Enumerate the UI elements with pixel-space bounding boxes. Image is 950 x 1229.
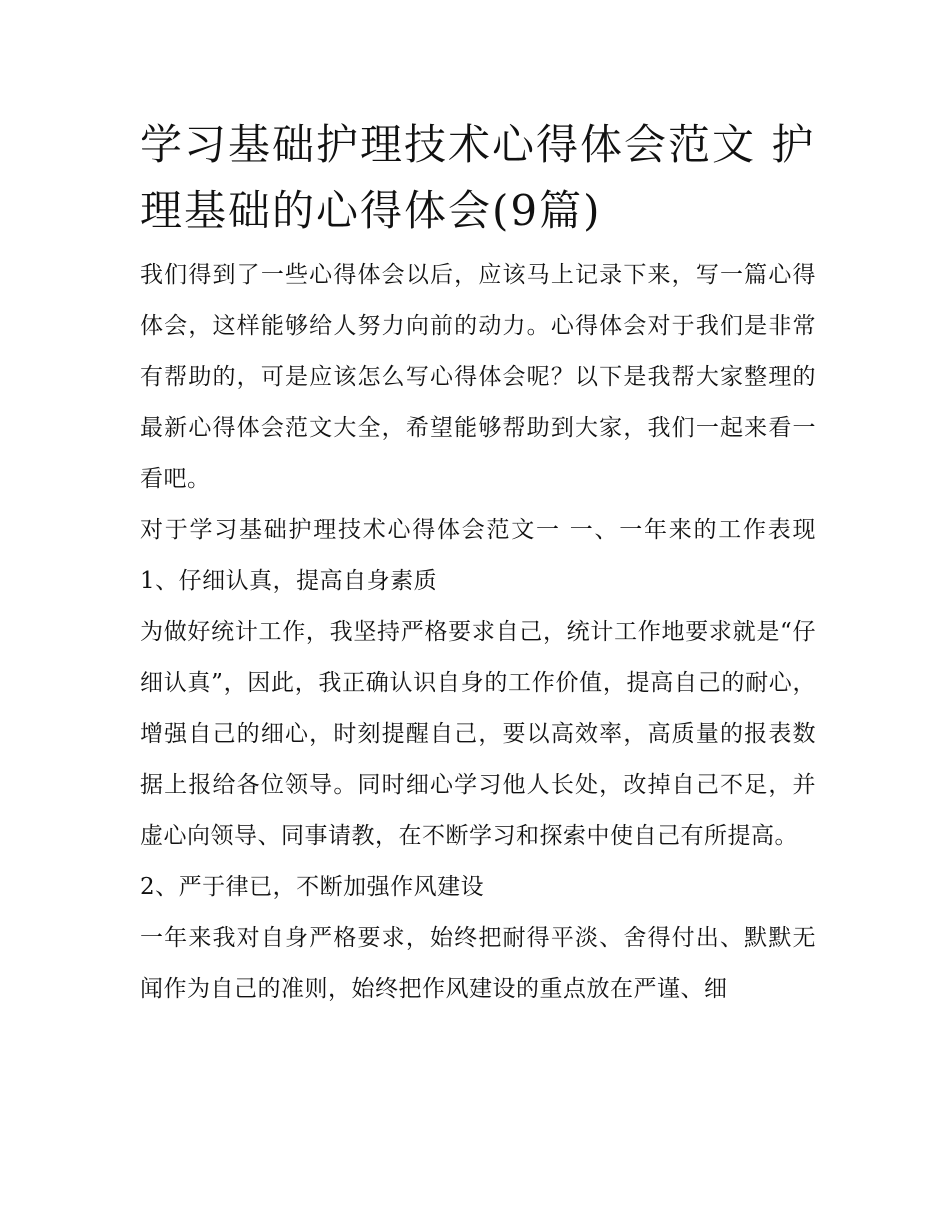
body-paragraph: 为做好统计工作，我坚持严格要求自己，统计工作地要求就是“仔细认真”，因此，我正确认识自身的工作价值，提高自己的耐心，增强自己的细心，时刻提醒自己，要以高效率，高质量的报表数据上报给各位领导。同时细心学习他人长处，改掉自己不足，并虚心向领导、同事请教，在不断学习和探索中使自己有所提高。	[140, 619, 816, 849]
body-paragraph-truncated: 一年来我对自身严格要求，始终把耐得平淡、舍得付出、默默无闻作为自己的准则，始终把作风建设的重点放在严谨、细	[140, 925, 816, 1002]
document-body	[140, 112, 816, 1015]
document-title: 学习基础护理技术心得体会范文 护理基础的心得体会(9篇)	[140, 120, 816, 235]
subsection-heading: 2、严于律已，不断加强作风建设	[140, 874, 485, 900]
intro-paragraph: 我们得到了一些心得体会以后，应该马上记录下来，写一篇心得体会，这样能够给人努力向前的动力。心得体会对于我们是非常有帮助的，可是应该怎么写心得体会呢？以下是我帮大家整理的最新心得体会范文大全，希望能够帮助到大家，我们一起来看一看吧。	[140, 262, 816, 492]
section-heading-paragraph: 对于学习基础护理技术心得体会范文一 一、一年来的工作表现 1、仔细认真，提高自身素质	[140, 517, 816, 594]
